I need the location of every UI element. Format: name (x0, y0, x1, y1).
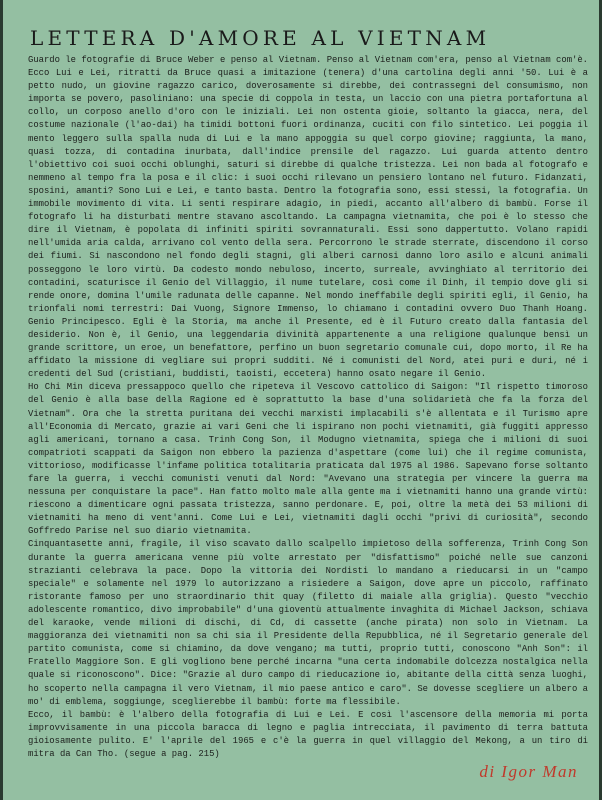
article-body (28, 54, 588, 761)
article-paragraph: Cinquantasette anni, fragile, il viso scavato dallo scalpello impietoso della sofferenza, Trinh Cong Son durante la guerra americana venne più volte arrestato per "disfattismo" poiché nelle sue canzoni strazianti celebrava la pace. Dopo la vittoria dei Nordisti lo mandano a rieducarsi in un "campo speciale" e solamente nel 1979 lo autorizzano a risiedere a Saigon, dove apre un piccolo, raffinato ristorante famoso per uno straordinario thit quay (filetto di maiale alla griglia). Questo "vecchio adolescente romantico, divo improbabile" d'una gioventù attualmente invaghita di Michael Jackson, schiava del karaoke, vende milioni di dischi, di Cd, di cassette (anche pirata) non solo in Vietnam. La maggioranza dei vietnamiti non sa chi sia il Presidente della Repubblica, né il Segretario generale del partito comunista, come si chiamino, da dove vengano; ma tutti, proprio tutti, conoscono "Anh Son": il Fratello Maggiore Son. E gli vogliono bene perché incarna "una certa indomabile dolcezza nostalgica nella quale si riconoscono". Dice: "Grazie al duro campo di rieducazione io, abitante della città senza luoghi, ho scoperto nella campagna il vero Vietnam, il mio paese antico e caro". Se dovesse scegliere un albero a mo' di emblema, soggiunge, sceglierebbe il bambù: forte ma flessibile. (28, 539, 588, 707)
page-edge-left (0, 0, 3, 800)
article-paragraph: Ho Chi Min diceva pressappoco quello che ripeteva il Vescovo cattolico di Saigon: "Il rispetto timoroso del Genio è alla base della Ragione ed è soprattutto la base d'una solidarietà che fa la forza del Vietnam". Ora che la stretta puritana dei vecchi marxisti implacabili s'è allentata e il Turismo apre all'Economia di Mercato, grazie ai vari Geni che li ispirano non pochi vietnamiti, già fuggiti appresso agli americani, tornano a casa. Trinh Cong Son, il Modugno vietnamita, spiega che i milioni di suoi compatrioti scappati da Saigon non ebbero la pazienza d'aspettare (come lui) che il regime comunista, vittorioso, modificasse l'infame politica totalitaria praticata dal 1975 al 1986. Sapevano forse soltanto fare la guerra, i vecchi comunisti venuti dal Nord: "Avevano una strategia per vincere la guerra ma nessuna per conquistare la pace". Han fatto molto male alla gente ma i vietnamiti hanno una grande virtù: riescono a dimenticare ogni passata tristezza, sanno perdonare. E, poi, oltre la metà dei 53 milioni di vietnamiti ha meno di vent'anni. Come Lui e Lei, vietnamiti dagli occhi "privi di curiosità", secondo Goffredo Parise nel suo diario vietnamita. (28, 382, 588, 537)
article-title: LETTERA D'AMORE AL VIETNAM (30, 26, 491, 50)
author-signature: di Igor Man (479, 762, 578, 781)
article-paragraph: Ecco, il bambù: è l'albero della fotografia di Lui e Lei. E così l'ascensore della memoria mi porta improvvisamente in una piccola baracca di legno e paglia intrecciata, il pavimento di terra battuta gioiosamente pulito. E' l'aprile del 1965 e c'è la guerra in quel villaggio del Mekong, a un tiro di mitra da Can Tho. (segue a pag. 215) (28, 709, 588, 759)
article-paragraph: Guardo le fotografie di Bruce Weber e penso al Vietnam. Penso al Vietnam com'era, penso al Vietnam com'è. Ecco Lui e Lei, ritratti da Bruce quasi a imitazione (tenera) d'una cartolina degli anni '50. Lui è a petto nudo, un giovine ragazzo carico, doverosamente si direbbe, dei contrassegni del consumismo, non importa se povero, pasoliniano: una specie di coppola in testa, un laccio con una pietra portafortuna al collo, un corposo anello d'oro con le iniziali. Lei non ostenta gioie, soltanto la giacca, nera, del costume nazionale (l'ao-dai) ha timidi bottoni fuori ordinanza, cuciti con filo sintetico. Lei poggia il mento leggero sulla spalla nuda di Lui e la mano appoggia su quel corpo giovine; raggiunta, la mano, quasi tozza, di contadina inurbata, dall'indice prensile del ragazzo. Lui guarda attento dentro l'obiettivo coi suoi occhi oblunghi, saturi si direbbe di qualche tristezza. Lei non bada al fotografo e nemmeno al tempo fra la posa e il clic: i suoi occhi rilevano un pensiero lontano nel futuro. Fidanzati, sposini, amanti? Sono Lui e Lei, e tanto basta. Dentro la fotografia sono, essi stessi, la fotografia. Un immobile movimento di vita. Li senti respirare adagio, in piedi, accanto all'albero di bambù. Forse il fotografo li ha disturbati mentre stavano ascoltando. La campagna vietnamita, che poi è lo stesso che dire il Vietnam, è popolata di infiniti spiriti sovrannaturali. Essi sono dappertutto. Volano rapidi nell'umida aria calda, arrivano col vento della sera. Percorrono le strade sterrate, discendono il corso dei fiumi. Si nascondono nel fondo degli stagni, gli alberi carnosi danno loro asilo e alcuni animali posseggono le loro virtù. Da codesto mondo nebuloso, incerto, surreale, avvinghiato al territorio dei contadini, scaturisce il Genio del Villaggio, il nume tutelare, così come il Dinh, il tempio dove gli si rende onore, domina l'umile radunata delle capanne. Nel mondo ineffabile degli spiriti egli, il Genio, ha trionfali nomi terrestri: Dai Vuong, Signore Immenso, lo chiamano i contadini ovvero Duo Thanh Hoang. Genio Principesco. Egli è la Storia, ma anche il Presente, ed è il Futuro creato dalla fantasia del desiderio. Non è, il Genio, una leggendaria divinità appartenente a una religione qualunque bensì un grande scrittore, un eroe, un benefattore, perfino un buon segretario comunale cui, dopo morto, il Re ha affidato la missione di vegliare sui propri sudditi. Né i comunisti del Nord, atei puri e duri, né i credenti del Sud (cristiani, buddisti, taoisti, eccetera) hanno osato negare il Genio. (28, 55, 588, 380)
